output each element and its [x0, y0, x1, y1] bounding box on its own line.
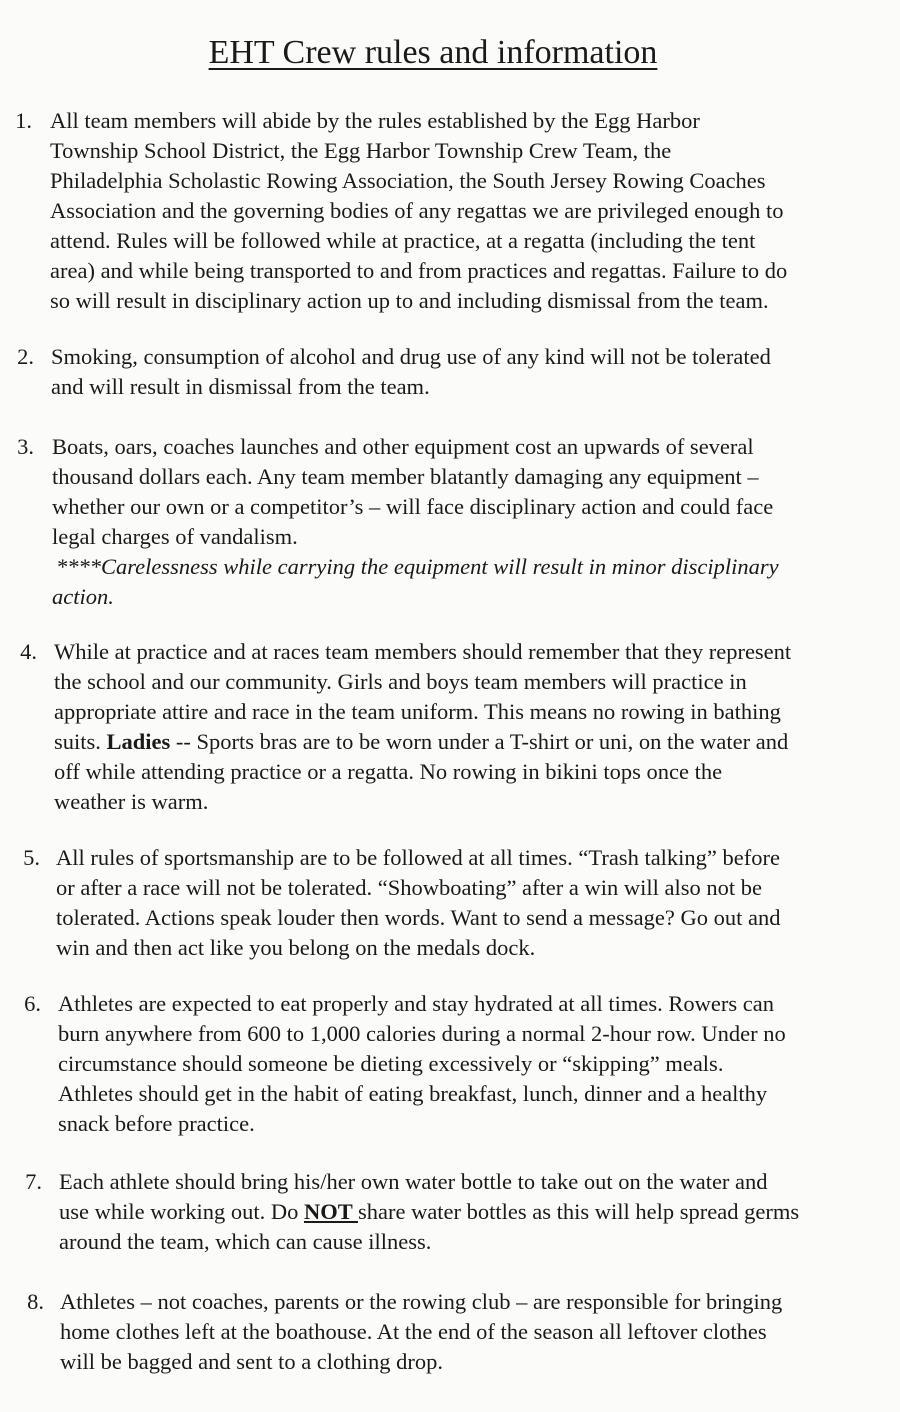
rule-line: and will result in dismissal from the team. [51, 374, 430, 399]
rule-line: Athletes are expected to eat properly and stay hydrated at all times. Rowers can [58, 991, 774, 1016]
rule-line: Athletes should get in the habit of eating breakfast, lunch, dinner and a healthy [58, 1081, 768, 1106]
rule-text [58, 989, 786, 1139]
rule-line [59, 1197, 799, 1227]
rule-line: Philadelphia Scholastic Rowing Association, the South Jersey Rowing Coaches [50, 168, 766, 193]
rule-line: Each athlete should bring his/her own water bottle to take out on the water and [59, 1169, 768, 1194]
rule-text [51, 342, 771, 402]
rule-line: weather is warm. [54, 789, 209, 814]
rule-line: off while attending practice or a regatta. No rowing in bikini tops once the [54, 759, 723, 784]
rule-number: 7. [25, 1169, 42, 1194]
page-title: EHT Crew rules and information [208, 34, 658, 71]
rule-text-fragment: -- Sports bras are to be worn under a T-shirt or uni, on the water and [170, 729, 789, 754]
rule-text [59, 1167, 799, 1257]
rule-line: so will result in disciplinary action up to and including dismissal from the team. [50, 288, 769, 313]
rule-line: circumstance should someone be dieting excessively or “skipping” meals. [58, 1051, 724, 1076]
rule-line: area) and while being transported to and from practices and regattas. Failure to do [50, 258, 788, 283]
rule-line: the school and our community. Girls and boys team members will practice in [54, 669, 747, 694]
rule-note-line: action. [52, 584, 114, 609]
rule-number: 5. [23, 845, 40, 870]
rule-number: 4. [20, 639, 37, 664]
ladies-emphasis: Ladies [106, 729, 171, 754]
rule-number: 3. [17, 434, 34, 459]
rule-line: tolerated. Actions speak louder then words. Want to send a message? Go out and [56, 905, 781, 930]
rule-line: Association and the governing bodies of any regattas we are privileged enough to [50, 198, 784, 223]
rule-line: All rules of sportsmanship are to be followed at all times. “Trash talking” before [56, 845, 780, 870]
rule-line: burn anywhere from 600 to 1,000 calories during a normal 2-hour row. Under no [58, 1021, 786, 1046]
rule-line: will be bagged and sent to a clothing drop. [60, 1349, 444, 1374]
rule-line: or after a race will not be tolerated. “Showboating” after a win will also not be [56, 875, 762, 900]
rule-line: Township School District, the Egg Harbor Township Crew Team, the [50, 138, 672, 163]
rule-line: around the team, which can cause illness. [59, 1229, 432, 1254]
rule-line: whether our own or a competitor’s – will face disciplinary action and could face [52, 494, 774, 519]
rule-number: 8. [27, 1289, 44, 1314]
rule-line: Boats, oars, coaches launches and other equipment cost an upwards of several [52, 434, 754, 459]
rule-number: 1. [15, 108, 32, 133]
rule-line: home clothes left at the boathouse. At the end of the season all leftover clothes [60, 1319, 767, 1344]
rule-line: thousand dollars each. Any team member blatantly damaging any equipment – [52, 464, 759, 489]
rule-text [50, 106, 787, 316]
rule-number: 2. [17, 344, 34, 369]
rule-number: 6. [24, 991, 41, 1016]
rule-line [54, 727, 791, 757]
rule-line: Smoking, consumption of alcohol and drug use of any kind will not be tolerated [51, 344, 771, 369]
rule-text-fragment: share water bottles as this will help spread germs [357, 1199, 800, 1224]
not-emphasis: NOT [303, 1199, 358, 1224]
rule-text [60, 1287, 782, 1377]
rule-text [52, 432, 779, 612]
rule-text [56, 843, 780, 963]
rule-text-fragment: use while working out. Do [59, 1199, 304, 1224]
rule-line: While at practice and at races team members should remember that they represent [54, 639, 792, 664]
rule-line: snack before practice. [58, 1111, 255, 1136]
rule-line: All team members will abide by the rules established by the Egg Harbor [50, 108, 700, 133]
rule-note-line: ****Carelessness while carrying the equipment will result in minor disciplinary [56, 554, 779, 579]
rule-line: attend. Rules will be followed while at practice, at a regatta (including the tent [50, 228, 756, 253]
rule-text-fragment: suits. [54, 729, 107, 754]
rule-line: appropriate attire and race in the team uniform. This means no rowing in bathing [54, 699, 781, 724]
rule-line: win and then act like you belong on the medals dock. [56, 935, 536, 960]
rule-line: legal charges of vandalism. [52, 524, 298, 549]
rule-line: Athletes – not coaches, parents or the rowing club – are responsible for bringing [60, 1289, 783, 1314]
rule-text [54, 637, 791, 817]
